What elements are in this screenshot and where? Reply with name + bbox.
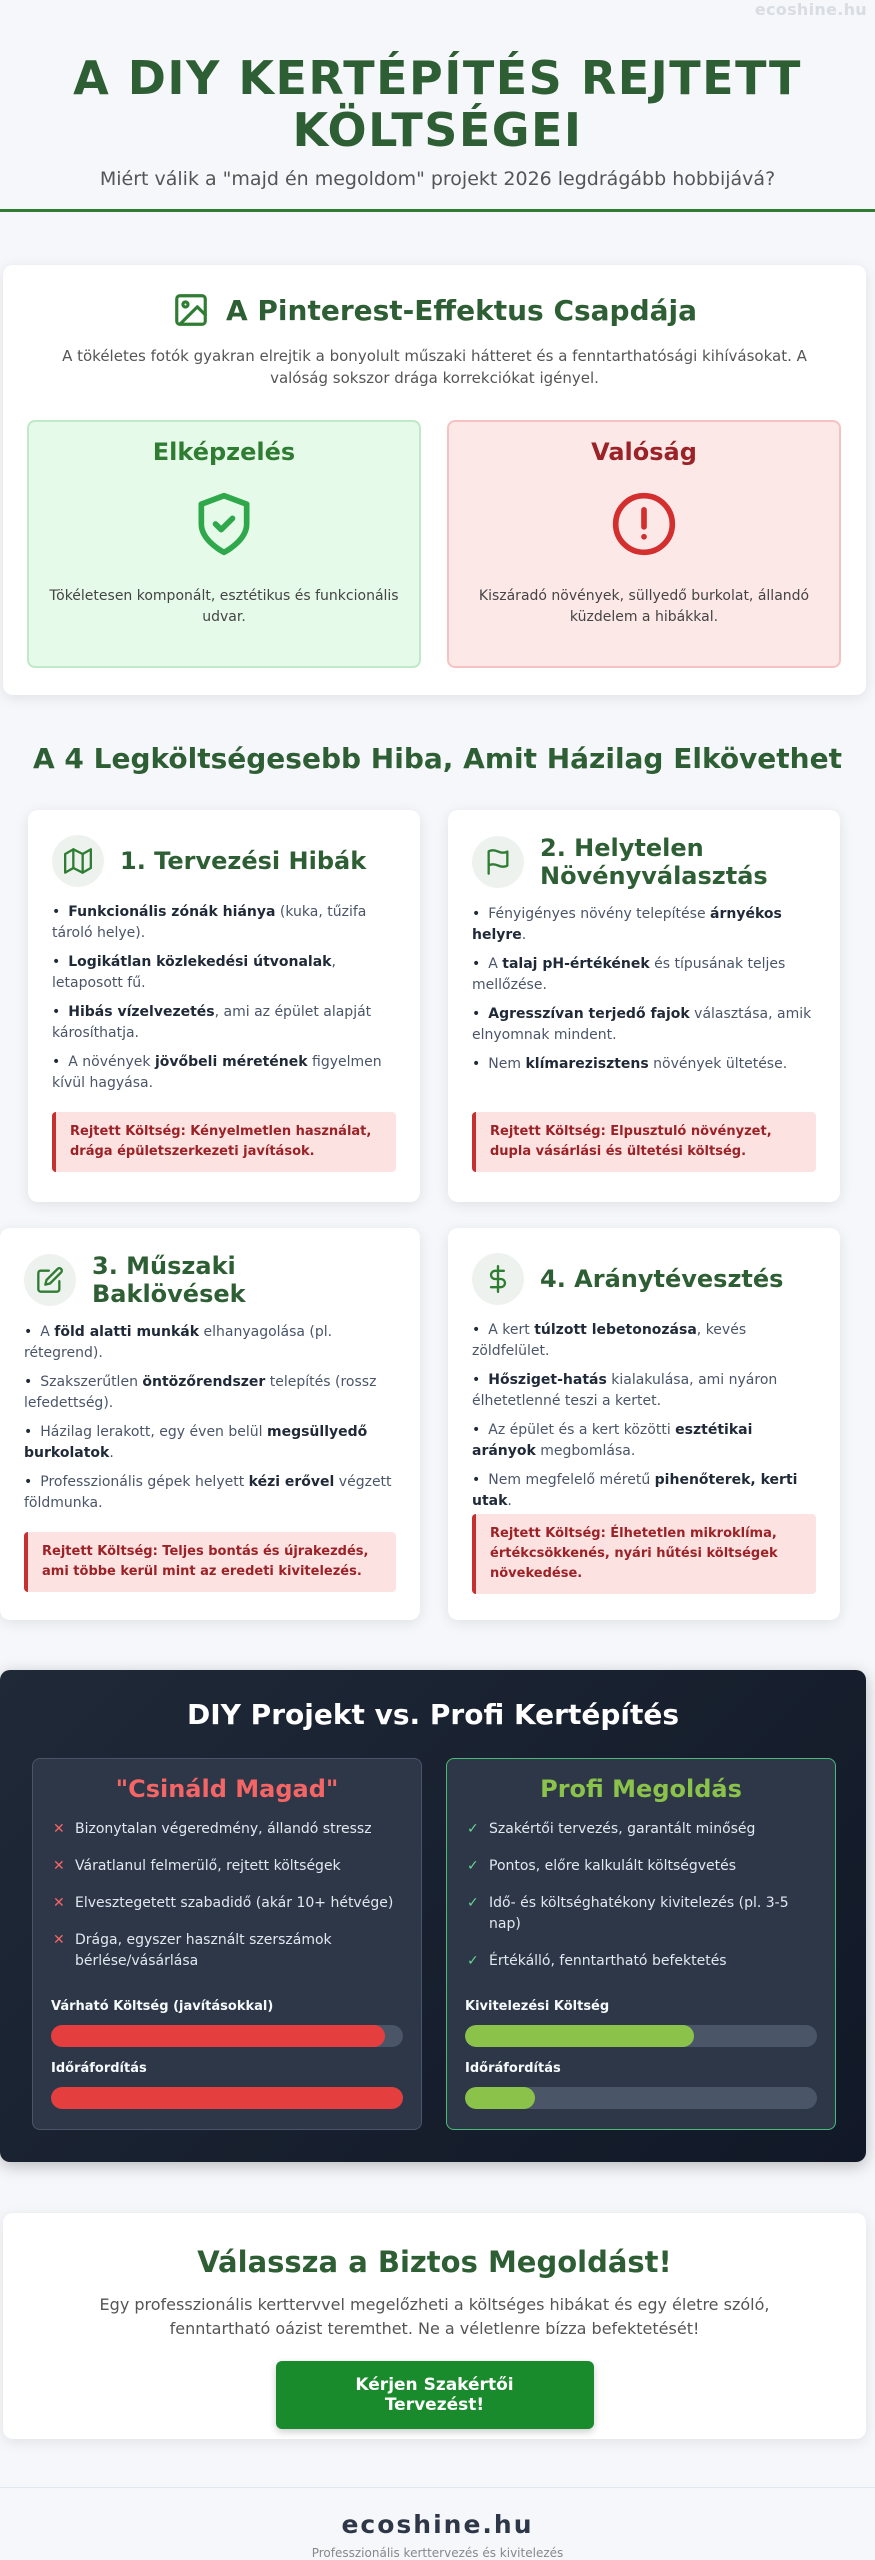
list-item: ✕ Bizonytalan végeredmény, állandó stressz bbox=[53, 1819, 403, 1840]
watermark: ecoshine.hu bbox=[754, 0, 867, 19]
list-item: • Házilag lerakott, egy éven belül megsüllyedő burkolatok. bbox=[24, 1422, 396, 1464]
cta-card bbox=[3, 2213, 866, 2439]
list-item: ✓ Pontos, előre kalkulált költségvetés bbox=[467, 1856, 817, 1877]
list-item: • Az épület és a kert közötti esztétikai arányok megbomlása. bbox=[472, 1420, 816, 1462]
image-icon bbox=[172, 291, 210, 329]
expectation-box bbox=[27, 420, 421, 668]
mistake-card-technical bbox=[0, 1228, 420, 1620]
list-item: • Agresszívan terjedő fajok választása, amik elnyomnak mindent. bbox=[472, 1004, 816, 1046]
pro-title: Profi Megoldás bbox=[540, 1775, 742, 1803]
diy-time-label: Időráfordítás bbox=[51, 2061, 147, 2076]
list-item: • Logikátlan közlekedési útvonalak, letaposott fű. bbox=[52, 952, 396, 994]
list-item: • Nem klímarezisztens növények ültetése. bbox=[472, 1054, 816, 1075]
check-icon: ✓ bbox=[467, 1953, 479, 1969]
list-item: • Hősziget-hatás kialakulása, ami nyáron élhetetlenné teszi a kertet. bbox=[472, 1370, 816, 1412]
comparison-section bbox=[0, 1670, 866, 2162]
list-item: ✕ Váratlanul felmerülő, rejtett költségek bbox=[53, 1856, 403, 1877]
pro-time-bar bbox=[465, 2087, 817, 2109]
footer-divider bbox=[0, 2487, 875, 2488]
reality-text: Kiszáradó növények, süllyedő burkolat, állandó küzdelem a hibákkal. bbox=[478, 588, 810, 625]
hidden-cost-note: Rejtett Költség: Élhetetlen mikroklíma, értékcsökkenés, nyári hűtési költségek növekedése. bbox=[472, 1514, 816, 1594]
comparison-title: DIY Projekt vs. Profi Kertépítés bbox=[186, 1698, 680, 1731]
list-item: • Szakszerűtlen öntözőrendszer telepítés (rossz lefedettség). bbox=[24, 1372, 396, 1414]
diy-list bbox=[53, 1819, 403, 1972]
diy-time-bar bbox=[51, 2087, 403, 2109]
cross-icon: ✕ bbox=[53, 1858, 65, 1874]
pro-cost-bar bbox=[465, 2025, 817, 2047]
list-item: ✕ Elvesztegetett szabadidő (akár 10+ hétvége) bbox=[53, 1893, 403, 1914]
pro-panel bbox=[446, 1758, 836, 2130]
diy-cost-bar bbox=[51, 2025, 403, 2047]
list-item: • Professzionális gépek helyett kézi erővel végzett földmunka. bbox=[24, 1472, 396, 1514]
mistake-list bbox=[472, 1320, 816, 1512]
mistakes-section-title: A 4 Legköltségesebb Hiba, Amit Házilag Elkövethet bbox=[33, 742, 842, 775]
header-divider bbox=[0, 209, 875, 212]
list-item: ✓ Szakértői tervezés, garantált minőség bbox=[467, 1819, 817, 1840]
list-item: ✓ Idő- és költséghatékony kivitelezés (pl. 3-5 nap) bbox=[467, 1893, 817, 1935]
diy-cost-bar-fill bbox=[51, 2025, 385, 2047]
check-icon: ✓ bbox=[467, 1895, 479, 1911]
page-subtitle: Miért válik a "majd én megoldom" projekt 2026 legdrágább hobbijává? bbox=[99, 168, 776, 190]
mistake-title: 4. Aránytévesztés bbox=[540, 1265, 784, 1293]
diy-title: "Csináld Magad" bbox=[115, 1775, 339, 1803]
check-icon: ✓ bbox=[467, 1858, 479, 1874]
mistake-card-proportion bbox=[448, 1228, 840, 1620]
list-item: • Hibás vízelvezetés, ami az épület alapját károsíthatja. bbox=[52, 1002, 396, 1044]
reality-box bbox=[447, 420, 841, 668]
mistake-title: 1. Tervezési Hibák bbox=[120, 847, 367, 875]
dollar-icon bbox=[484, 1265, 512, 1293]
expectation-text: Tökéletesen komponált, esztétikus és funkcionális udvar. bbox=[49, 588, 399, 625]
list-item: ✕ Drága, egyszer használt szerszámok bérlése/vásárlása bbox=[53, 1930, 403, 1972]
mistake-title: 3. Műszaki Baklövések bbox=[92, 1252, 246, 1308]
cta-text: Egy professzionális kerttervvel megelőzheti a költséges hibákat és egy életre szóló, fenntartható oázist teremthet. Ne a véletlenre bízza befektetését! bbox=[99, 2295, 770, 2338]
hidden-cost-note: Rejtett Költség: Teljes bontás és újrakezdés, ami többe kerül mint az eredeti kivitelezés. bbox=[24, 1532, 396, 1592]
cross-icon: ✕ bbox=[53, 1895, 65, 1911]
edit-icon bbox=[36, 1266, 64, 1294]
pro-cost-bar-fill bbox=[465, 2025, 694, 2047]
list-item: • A föld alatti munkák elhanyagolása (pl. rétegrend). bbox=[24, 1322, 396, 1364]
pro-time-label: Időráfordítás bbox=[465, 2061, 561, 2076]
cta-title: Válassza a Biztos Megoldást! bbox=[197, 2245, 672, 2279]
mistake-title: 2. Helytelen Növényválasztás bbox=[540, 834, 768, 890]
mistake-card-plants bbox=[448, 810, 840, 1202]
hidden-cost-note: Rejtett Költség: Kényelmetlen használat, drága épületszerkezeti javítások. bbox=[52, 1112, 396, 1172]
mistake-list bbox=[24, 1322, 396, 1514]
mistake-card-planning bbox=[28, 810, 420, 1202]
list-item: • Funkcionális zónák hiánya (kuka, tűzifa tároló helye). bbox=[52, 902, 396, 944]
list-item: • A kert túlzott lebetonozása, kevés zöldfelület. bbox=[472, 1320, 816, 1362]
hidden-cost-note: Rejtett Költség: Elpusztuló növényzet, dupla vásárlási és ültetési költség. bbox=[472, 1112, 816, 1172]
list-item: ✓ Értékálló, fenntartható befektetés bbox=[467, 1951, 817, 1972]
footer-brand: ecoshine.hu bbox=[341, 2510, 534, 2539]
pro-list bbox=[467, 1819, 817, 1972]
footer-tagline: Professzionális kerttervezés és kivitelezés bbox=[311, 2546, 564, 2560]
page-header bbox=[0, 0, 875, 190]
request-design-button[interactable]: Kérjen Szakértői Tervezést! bbox=[276, 2361, 594, 2429]
list-item: • Fényigényes növény telepítése árnyékos helyre. bbox=[472, 904, 816, 946]
mistake-list bbox=[472, 904, 816, 1075]
map-icon bbox=[64, 847, 92, 875]
diy-time-bar-fill bbox=[51, 2087, 403, 2109]
diy-panel bbox=[32, 1758, 422, 2130]
reality-title: Valóság bbox=[591, 438, 697, 466]
cross-icon: ✕ bbox=[53, 1932, 65, 1948]
diy-cost-label: Várható Költség (javításokkal) bbox=[51, 1999, 274, 2014]
pro-cost-label: Kivitelezési Költség bbox=[465, 1999, 610, 2014]
expectation-title: Elképzelés bbox=[152, 438, 296, 466]
pinterest-description: A tökéletes fotók gyakran elrejtik a bonyolult műszaki hátteret és a fenntarthatósági kihívásokat. A valóság sokszor drága korrekciókat igényel. bbox=[62, 347, 807, 387]
list-item: • Nem megfelelő méretű pihenőterek, kerti utak. bbox=[472, 1470, 816, 1512]
pinterest-title: A Pinterest-Effektus Csapdája bbox=[225, 293, 698, 327]
list-item: • A növények jövőbeli méretének figyelmen kívül hagyása. bbox=[52, 1052, 396, 1094]
mistake-list bbox=[52, 902, 396, 1094]
cross-icon: ✕ bbox=[53, 1821, 65, 1837]
check-icon: ✓ bbox=[467, 1821, 479, 1837]
flag-icon bbox=[484, 848, 512, 876]
shield-check-icon bbox=[190, 490, 258, 558]
alert-circle-icon bbox=[610, 490, 678, 558]
pro-time-bar-fill bbox=[465, 2087, 535, 2109]
page-title: A DIY KERTÉPÍTÉS REJTETT KÖLTSÉGEI bbox=[73, 51, 802, 157]
pinterest-card bbox=[3, 265, 866, 695]
list-item: • A talaj pH-értékének és típusának teljes mellőzése. bbox=[472, 954, 816, 996]
